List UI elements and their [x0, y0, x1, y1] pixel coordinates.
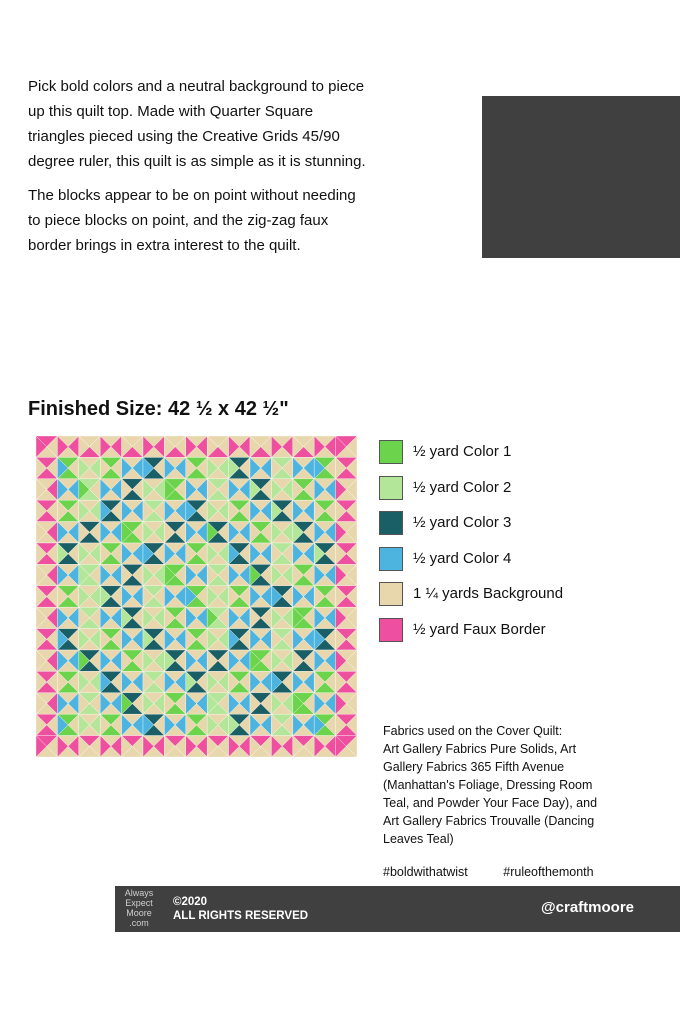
footer-bar: [115, 886, 680, 932]
fabrics-line: Art Gallery Fabrics Trouvalle (Dancing: [383, 814, 595, 828]
copyright-year: ©2020: [173, 896, 208, 908]
hashtags: [383, 865, 626, 879]
fabrics-line: Leaves Teal): [383, 832, 454, 846]
swatch-color-3: [379, 511, 403, 535]
legend-label: ½ yard Faux Border: [413, 620, 546, 638]
legend-label: ½ yard Color 2: [413, 478, 512, 496]
fabrics-line: Art Gallery Fabrics Pure Solids, Art: [383, 742, 577, 756]
fabrics-line: (Manhattan's Foliage, Dressing Room: [383, 778, 593, 792]
hashtag-rule-of-the-month[interactable]: #ruleofthemonth: [503, 865, 594, 879]
always-expect-moore-logo: Always Expect Moore .com: [124, 888, 154, 928]
quilt-diagram: [36, 436, 357, 757]
legend-label: ½ yard Color 4: [413, 549, 512, 567]
finished-size-title: Finished Size: 42 ½ x 42 ½": [28, 398, 289, 420]
swatch-color-1: [379, 440, 403, 464]
copyright-notice: [173, 895, 308, 923]
fabrics-used-note: [383, 722, 633, 848]
rights-reserved: ALL RIGHTS RESERVED: [173, 910, 309, 922]
intro-paragraph-2: The blocks appear to be on point without needing to piece blocks on point, and the zig-zag faux border brings in extra interest to the quilt.: [28, 187, 356, 254]
legend-label: ½ yard Color 3: [413, 514, 512, 531]
hashtag-bold-with-a-twist[interactable]: #boldwithatwist: [383, 865, 468, 879]
swatch-background: [379, 582, 403, 606]
social-handle[interactable]: @craftmoore: [541, 899, 634, 916]
swatch-color-2: [379, 476, 403, 500]
intro-paragraph-1: Pick bold colors and a neutral background to piece up this quilt top. Made with Quarter Square triangles pieced using the Creative Grids 45/90 degree ruler, this quilt is as simple as it is stunning.: [28, 78, 366, 170]
fabrics-line: Fabrics used on the Cover Quilt:: [383, 724, 563, 738]
swatch-color-4: [379, 547, 403, 571]
legend-label: 1 ¼ yards Background: [413, 585, 564, 602]
fabrics-line: Teal, and Powder Your Face Day), and: [383, 796, 598, 810]
fabrics-line: Gallery Fabrics 365 Fifth Avenue: [383, 760, 565, 774]
swatch-faux-border: [379, 618, 403, 642]
legend-label: ½ yard Color 1: [413, 443, 512, 460]
intro-text: [28, 74, 368, 267]
dark-image-placeholder: [482, 96, 680, 258]
